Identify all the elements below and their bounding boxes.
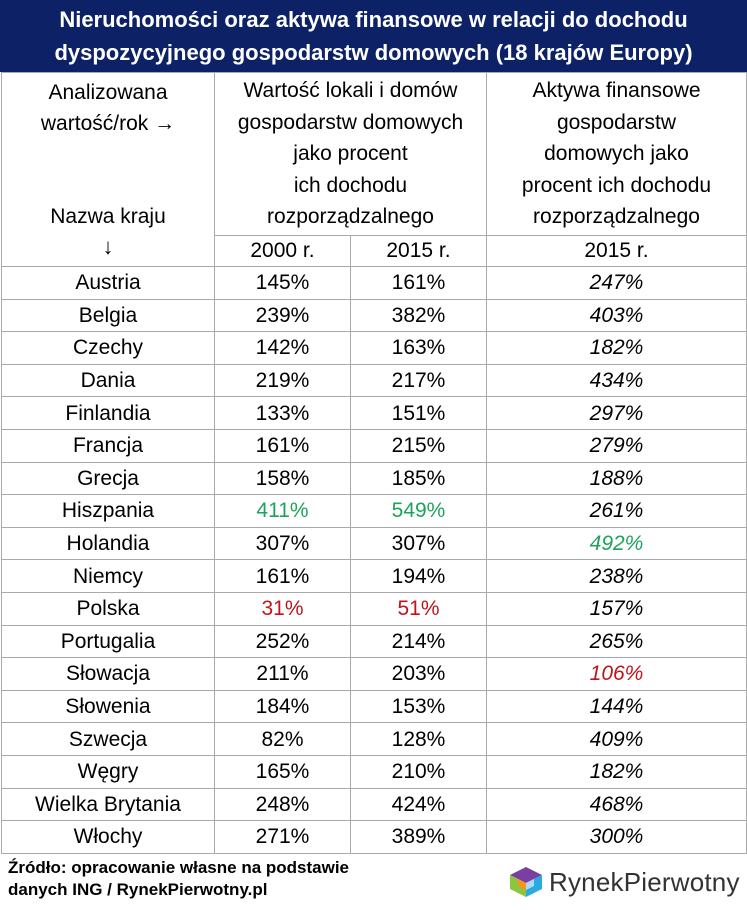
home-2015-cell: 163% (351, 332, 487, 365)
table-row (2, 560, 747, 593)
header-fin-line: gospodarstw (556, 110, 677, 134)
country-cell: Finlandia (2, 397, 215, 430)
home-2015-cell: 128% (351, 723, 487, 756)
home-2000-cell: 165% (215, 755, 351, 788)
header-home-line: gospodarstw domowych (237, 110, 464, 134)
fin-2015-cell: 247% (487, 267, 747, 300)
cube-logo-icon (507, 865, 545, 899)
fin-2015-cell: 409% (487, 723, 747, 756)
fin-2015-cell: 492% (487, 527, 747, 560)
header-home-line: ich dochodu (293, 173, 408, 197)
home-2015-cell: 307% (351, 527, 487, 560)
table-row (2, 397, 747, 430)
home-2000-cell: 82% (215, 723, 351, 756)
header-home-line: rozporządzalnego (267, 205, 434, 228)
header-home-value (215, 73, 487, 236)
fin-2015-cell: 261% (487, 495, 747, 528)
source-line-1: Źródło: opracowanie własne na podstawie (8, 858, 350, 877)
header-row (2, 73, 747, 236)
home-2000-cell: 133% (215, 397, 351, 430)
table-row (2, 495, 747, 528)
source-note (8, 857, 349, 901)
down-arrow-icon: ↓ (102, 234, 114, 259)
country-cell: Austria (2, 267, 215, 300)
home-2015-cell: 153% (351, 690, 487, 723)
fin-2015-cell: 182% (487, 332, 747, 365)
header-home-line: jako procent (293, 142, 408, 165)
fin-2015-cell: 434% (487, 364, 747, 397)
table-row (2, 267, 747, 300)
country-cell: Portugalia (2, 625, 215, 658)
home-2000-cell: 31% (215, 592, 351, 625)
country-cell: Wielka Brytania (2, 788, 215, 821)
fin-2015-cell: 157% (487, 592, 747, 625)
home-2000-cell: 307% (215, 527, 351, 560)
home-2000-cell: 142% (215, 332, 351, 365)
country-cell: Holandia (2, 527, 215, 560)
table-row (2, 755, 747, 788)
country-cell: Włochy (2, 821, 215, 854)
title-line-2: dyspozycyjnego gospodarstw domowych (18 krajów Europy) (54, 40, 693, 65)
country-cell: Węgry (2, 755, 215, 788)
table-row (2, 332, 747, 365)
header-year-label: wartość/rok → (40, 112, 176, 135)
fin-2015-cell: 106% (487, 658, 747, 691)
table-row (2, 429, 747, 462)
home-2000-cell: 211% (215, 658, 351, 691)
title-line-1: Nieruchomości oraz aktywa finansowe w relacji do dochodu (59, 7, 688, 32)
source-line-2: danych ING / RynekPierwotny.pl (8, 880, 268, 899)
home-2015-cell: 215% (351, 429, 487, 462)
fin-2015-cell: 300% (487, 821, 747, 854)
home-2000-cell: 219% (215, 364, 351, 397)
home-2015-cell: 424% (351, 788, 487, 821)
home-2000-cell: 248% (215, 788, 351, 821)
home-2015-cell: 214% (351, 625, 487, 658)
country-cell: Słowenia (2, 690, 215, 723)
fin-2015-cell: 297% (487, 397, 747, 430)
home-2000-cell: 239% (215, 299, 351, 332)
fin-2015-cell: 238% (487, 560, 747, 593)
logo-text: RynekPierwotny (549, 867, 740, 897)
home-2000-cell: 158% (215, 462, 351, 495)
home-2015-cell: 151% (351, 397, 487, 430)
country-cell: Czechy (2, 332, 215, 365)
table-row (2, 462, 747, 495)
data-table (1, 72, 747, 854)
header-fin-line: domowych jako (544, 142, 689, 165)
header-analyzed-label: Analizowana (48, 81, 168, 104)
fin-2015-cell: 468% (487, 788, 747, 821)
fin-2015-cell: 279% (487, 429, 747, 462)
home-2015-cell: 161% (351, 267, 487, 300)
fin-2015-cell: 265% (487, 625, 747, 658)
subheader-2015-home: 2015 r. (351, 236, 487, 267)
fin-2015-cell: 403% (487, 299, 747, 332)
table-row (2, 625, 747, 658)
home-2015-cell: 549% (351, 495, 487, 528)
country-cell: Dania (2, 364, 215, 397)
header-fin-line: Aktywa finansowe (532, 79, 701, 102)
table-row (2, 527, 747, 560)
header-fin-line: rozporządzalnego (533, 205, 700, 228)
header-country (2, 73, 215, 267)
table-row (2, 299, 747, 332)
country-cell: Słowacja (2, 658, 215, 691)
country-cell: Grecja (2, 462, 215, 495)
table-row (2, 364, 747, 397)
fin-2015-cell: 182% (487, 755, 747, 788)
country-cell: Belgia (2, 299, 215, 332)
header-country-label: Nazwa kraju (50, 205, 166, 228)
home-2000-cell: 161% (215, 560, 351, 593)
table-row (2, 723, 747, 756)
header-home-line: Wartość lokali i domów (243, 79, 458, 102)
table-row (2, 690, 747, 723)
home-2000-cell: 271% (215, 821, 351, 854)
table-row (2, 821, 747, 854)
rynekpierwotny-logo (507, 865, 743, 899)
home-2015-cell: 217% (351, 364, 487, 397)
table-row (2, 592, 747, 625)
home-2015-cell: 382% (351, 299, 487, 332)
country-cell: Szwecja (2, 723, 215, 756)
home-2015-cell: 203% (351, 658, 487, 691)
home-2000-cell: 252% (215, 625, 351, 658)
home-2000-cell: 161% (215, 429, 351, 462)
country-cell: Francja (2, 429, 215, 462)
home-2015-cell: 389% (351, 821, 487, 854)
fin-2015-cell: 188% (487, 462, 747, 495)
home-2015-cell: 185% (351, 462, 487, 495)
header-fin-line: procent ich dochodu (521, 173, 712, 197)
subheader-2015-fin: 2015 r. (487, 236, 747, 267)
country-cell: Polska (2, 592, 215, 625)
country-cell: Niemcy (2, 560, 215, 593)
home-2000-cell: 411% (215, 495, 351, 528)
home-2000-cell: 145% (215, 267, 351, 300)
country-cell: Hiszpania (2, 495, 215, 528)
page-title (0, 0, 747, 72)
home-2015-cell: 51% (351, 592, 487, 625)
home-2000-cell: 184% (215, 690, 351, 723)
home-2015-cell: 194% (351, 560, 487, 593)
fin-2015-cell: 144% (487, 690, 747, 723)
header-financial-assets (487, 73, 747, 236)
table-row (2, 788, 747, 821)
home-2015-cell: 210% (351, 755, 487, 788)
table-row (2, 658, 747, 691)
subheader-2000: 2000 r. (215, 236, 351, 267)
